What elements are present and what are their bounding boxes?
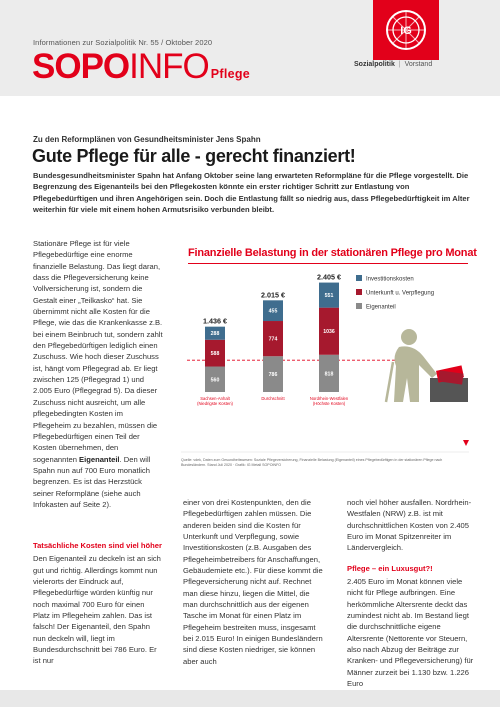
text-run: Stationäre Pflege ist für viele Pflegebedürftige eine enorme finanzielle Belastung. Das liegt daran, dass die Pflegeversicherung keine Vollversicherung ist, sondern die Gestalt einer „Teilkasko“ hat. Sie übernimmt nicht alle Kosten für die Pflege, wie das die Krankenkasse z.B. bei einem Beinbruch tut, sondern zahlt den Pflegebedürftigen lediglich einen Zuschuss. Wie hoch dieser Zuschuss ist, hängt vom Pflegegrad ab. Er liegt zwischen 125 (Pflegegrad 1) und 2.005 Euro (Pflegegrad 5). Da dieser Zuschuss nicht ausreicht, um alle pflegebedingten Kosten im Pflegeheim zu bezahlen, müssen die Pflegebedürftigen einen Teil der Kosten übernehmen, den sogenannten — [33, 239, 163, 464]
column-1-top — [33, 238, 163, 510]
chart-source: Quelle: vdek, Daten zum Gesundheitswesen: Soziale Pflegeversicherung, Finanzielle Belastung (Eigenanteil) eines Pflegebedürftigen in der stationären Pflege nach Bundesländern. Stand Juli 2020 · Grafik: IG Metall SOPOINFO — [181, 458, 443, 467]
category-label: Durchschnitt — [261, 396, 285, 401]
segment-value-label: 588 — [210, 351, 220, 358]
category-label: (Niedrigste Kosten) — [197, 401, 233, 407]
legend-swatch — [356, 289, 362, 295]
article-lead: Bundesgesundheitsminister Spahn hat Anfang Oktober seine lang erwarteten Reformpläne für die Pflege vorgestellt. Die Begrenzung des Eigenanteils bei den Pflegekosten könnte ein erster richtiger Schritt zur Entlastung von Pflegebedürftigen und ihren Angehörigen sein. Doch die Entlastung fällt so niedrig aus, dass Pflegebedürftigkeit im Alter weiterhin für viele mit einem hohen Armutsrisiko verbunden bleibt. — [33, 171, 470, 215]
subheading: Tatsächliche Kosten sind viel höher — [33, 541, 162, 550]
paragraph: noch viel höher ausfallen. Nordrhein-Westfalen (NRW) z.B. ist mit durchschnittlichen Kosten von 2.405 Euro im Monat Spitzenreiter im Ländervergleich. — [347, 498, 472, 553]
brand-sopo: SOPO — [32, 47, 130, 86]
segment-value-label: 560 — [210, 377, 220, 384]
category-label: Sachsen-Anhalt — [200, 396, 230, 401]
logo-org: Sozialpolitik — [354, 61, 395, 68]
bar-total-label: 2.015 € — [261, 290, 285, 300]
segment-value-label: 786 — [268, 372, 278, 379]
arrow-down-icon — [463, 440, 469, 446]
legend-swatch — [356, 303, 362, 309]
paragraph: einer von drei Kostenpunkten, den die Pflegebedürftigen zahlen müssen. Die anderen beiden sind die Kosten für Unterkunft und Verpflegung, sowie Investitionskosten (z.B. Ausgaben des Pflegeheimbetreibers für Anschaffungen, Gebäudemiete etc.). Für diese kommt die Pflegeversicherung nicht auf. Rechnet man diese hinzu, liegen die Mittel, die man durchschnittlich aus der eigenen Tasche im Monat für einen Platz im Pflegeheim bestreiten muss, insgesamt bei 2.015 Euro! In einigen Bundesländern sind diese Kosten niedriger, sie können aber auch — [183, 498, 323, 666]
segment-value-label: 551 — [324, 293, 334, 300]
column-2 — [183, 497, 325, 667]
segment-value-label: 288 — [210, 331, 220, 338]
segment-value-label: 1036 — [323, 329, 335, 336]
brand-pflege: Pflege — [210, 67, 251, 81]
cost-chart — [177, 244, 475, 486]
column-3 — [347, 497, 475, 690]
logo-role: Vorstand — [404, 61, 433, 68]
logo-caption — [354, 61, 432, 68]
legend-label: Unterkunft u. Verpflegung — [366, 290, 435, 297]
paragraph: Den Eigenanteil zu deckeln ist an sich gut und richtig. Allerdings kommt nun vielerorts der Eindruck auf, Pflegebedürftige würden künftig nur noch maximal 700 Euro für einen Platz im Pflegeheim zahlen. Das ist falsch! Der Eigenanteil, den Spahn nun deckeln will, liegt im Bundesdurchschnitt bei 786 Euro. Er ist nur — [33, 554, 161, 666]
logo-separator: | — [398, 61, 401, 68]
bold-term: Eigenanteil — [79, 454, 120, 464]
chart-title: Finanzielle Belastung in der stationären Pflege pro Monat — [188, 247, 477, 259]
legend-label: Investitionskosten — [366, 276, 414, 283]
elderly-person-icon — [386, 329, 437, 402]
bar-total-label: 2.405 € — [317, 272, 341, 282]
legend-label: Eigenanteil — [366, 304, 396, 311]
column-1-bottom — [33, 540, 163, 667]
brand-wordmark — [32, 49, 250, 92]
text-run: . Den will Spahn nun auf 700 Euro monatlich begrenzen. Es ist das Herzstück seiner Reformpläne (siehe auch Infokasten auf Seite 2). — [33, 454, 151, 509]
ig-metall-logo-icon — [373, 0, 439, 60]
article-kicker: Zu den Reformplänen von Gesundheitsminister Jens Spahn — [33, 135, 261, 144]
article-headline: Gute Pflege für alle - gerecht finanziert! — [32, 146, 356, 166]
paragraph: 2.405 Euro im Monat können viele nicht für Pflege aufbringen. Eine herkömmliche Altersrente deckt das zumindest nicht ab. Im Bestand liegt die durchschnittliche eigene Altersrente (Nettorente vor Steuern, also nach Abzug der Beiträge zur Kranken- und Pflegeversicherung) für Männer zurzeit bei 1.130 bzw. 1.226 Euro — [347, 577, 474, 689]
chart-canvas — [177, 244, 475, 458]
brand-info: INFO — [129, 47, 209, 86]
category-label: Nordrhein-Westfalen — [309, 396, 349, 401]
category-label: (Höchste Kosten) — [312, 401, 346, 407]
subheading: Pflege – ein Luxusgut?! — [347, 563, 433, 573]
bar-total-label: 1.436 € — [203, 316, 227, 326]
issue-line: Informationen zur Sozialpolitik Nr. 55 / Oktober 2020 — [33, 38, 213, 47]
paragraph — [33, 238, 163, 510]
svg-text:IG: IG — [400, 25, 412, 37]
segment-value-label: 774 — [268, 336, 278, 343]
segment-value-label: 455 — [268, 308, 278, 315]
masthead — [0, 0, 500, 96]
page-footer-bar — [0, 690, 500, 707]
legend-swatch — [356, 275, 362, 281]
segment-value-label: 818 — [324, 371, 334, 378]
